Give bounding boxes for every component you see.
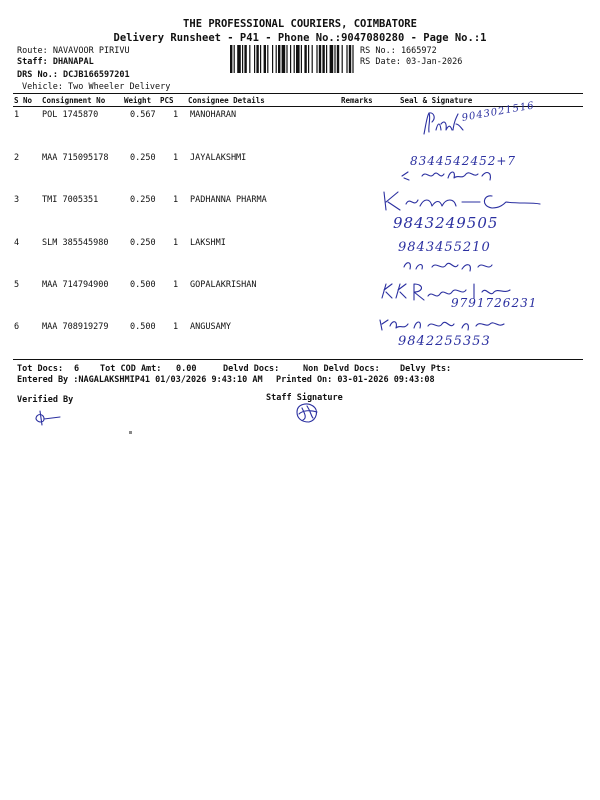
row-consignment: MAA 708919279 (42, 322, 109, 332)
entered-by: Entered By :NAGALAKSHMIP41 01/03/2026 9:43:10 AM (17, 375, 263, 385)
staff-signature-label: Staff Signature (266, 393, 343, 403)
tamil-name-lakshmi (402, 257, 502, 275)
vehicle-label: Vehicle: Two Wheeler Delivery (22, 82, 171, 92)
row-consignee: MANOHARAN (190, 110, 237, 120)
tamil-name-jayalakshmi (400, 166, 500, 184)
route-label: Route: NAVAVOOR PIRIVU (17, 46, 130, 56)
row-consignee: GOPALAKRISHAN (190, 280, 257, 290)
row-pcs: 1 (173, 110, 179, 120)
row-consignee: LAKSHMI (190, 238, 226, 248)
col-consignment: Consignment No (42, 96, 106, 105)
row-consignee: JAYALAKSHMI (190, 153, 247, 163)
row-weight: 0.250 (130, 153, 156, 163)
phone-handwritten-6: 9842255353 (398, 334, 491, 349)
delvy-pts-label: Delvy Pts: (400, 364, 452, 374)
staff-label: Staff: DHANAPAL (17, 57, 94, 67)
row-pcs: 1 (173, 195, 179, 205)
tamil-name-angusamy (378, 316, 528, 334)
verifier-signature (30, 405, 66, 427)
phone-handwritten-1: 9043021516 (461, 100, 536, 124)
scan-speck (129, 431, 132, 434)
row-pcs: 1 (173, 322, 179, 332)
row-pcs: 1 (173, 238, 179, 248)
row-consignment: SLM 385545980 (42, 238, 109, 248)
footer-rule (13, 359, 583, 360)
barcode (230, 45, 355, 73)
row-consignee: PADHANNA PHARMA (190, 195, 267, 205)
row-sno: 3 (14, 195, 20, 205)
col-remarks: Remarks (341, 96, 373, 105)
row-weight: 0.567 (130, 110, 156, 120)
rs-date: RS Date: 03-Jan-2026 (360, 57, 463, 67)
tot-cod-value: 0.00 (176, 364, 197, 374)
phone-handwritten-3: 9843249505 (393, 214, 499, 232)
row-consignment: MAA 715095178 (42, 153, 109, 163)
tot-docs-label: Tot Docs: (17, 364, 64, 374)
phone-handwritten-4: 9843455210 (398, 240, 491, 255)
tot-cod-label: Tot COD Amt: (100, 364, 162, 374)
row-weight: 0.250 (130, 238, 156, 248)
staff-signature (293, 400, 323, 424)
row-weight: 0.500 (130, 322, 156, 332)
delvd-docs-label: Delvd Docs: (223, 364, 280, 374)
row-sno: 2 (14, 153, 20, 163)
row-sno: 4 (14, 238, 20, 248)
non-delvd-docs-label: Non Delvd Docs: (303, 364, 380, 374)
col-seal-signature: Seal & Signature (400, 96, 473, 105)
row-pcs: 1 (173, 153, 179, 163)
row-sno: 6 (14, 322, 20, 332)
signature-padhanna (380, 188, 550, 214)
tot-docs-value: 6 (74, 364, 80, 374)
verified-by-label: Verified By (17, 395, 74, 405)
signature-manoharan (420, 110, 465, 138)
row-sno: 1 (14, 110, 20, 120)
col-sno: S No (14, 96, 33, 105)
table-row (0, 238, 600, 278)
row-consignee: ANGUSAMY (190, 322, 231, 332)
row-consignment: TMI 7005351 (42, 195, 99, 205)
col-weight: Weight (124, 96, 152, 105)
drs-number: DRS No.: DCJB166597201 (17, 70, 130, 80)
row-weight: 0.250 (130, 195, 156, 205)
col-consignee: Consignee Details (188, 96, 265, 105)
runsheet-title: Delivery Runsheet - P41 - Phone No.:9047080280 - Page No.:1 (113, 32, 487, 44)
header-rule-top (13, 93, 583, 94)
printed-on: Printed On: 03-01-2026 09:43:08 (276, 375, 435, 385)
phone-handwritten-5: 9791726231 (451, 296, 538, 310)
row-pcs: 1 (173, 280, 179, 290)
row-consignment: POL 1745870 (42, 110, 99, 120)
row-weight: 0.500 (130, 280, 156, 290)
col-pcs: PCS (160, 96, 174, 105)
row-sno: 5 (14, 280, 20, 290)
rs-number: RS No.: 1665972 (360, 46, 437, 56)
row-consignment: MAA 714794900 (42, 280, 109, 290)
table-row (0, 110, 600, 150)
phone-handwritten-2: 8344542452+7 (410, 154, 517, 168)
company-title: THE PROFESSIONAL COURIERS, COIMBATORE (183, 18, 417, 30)
